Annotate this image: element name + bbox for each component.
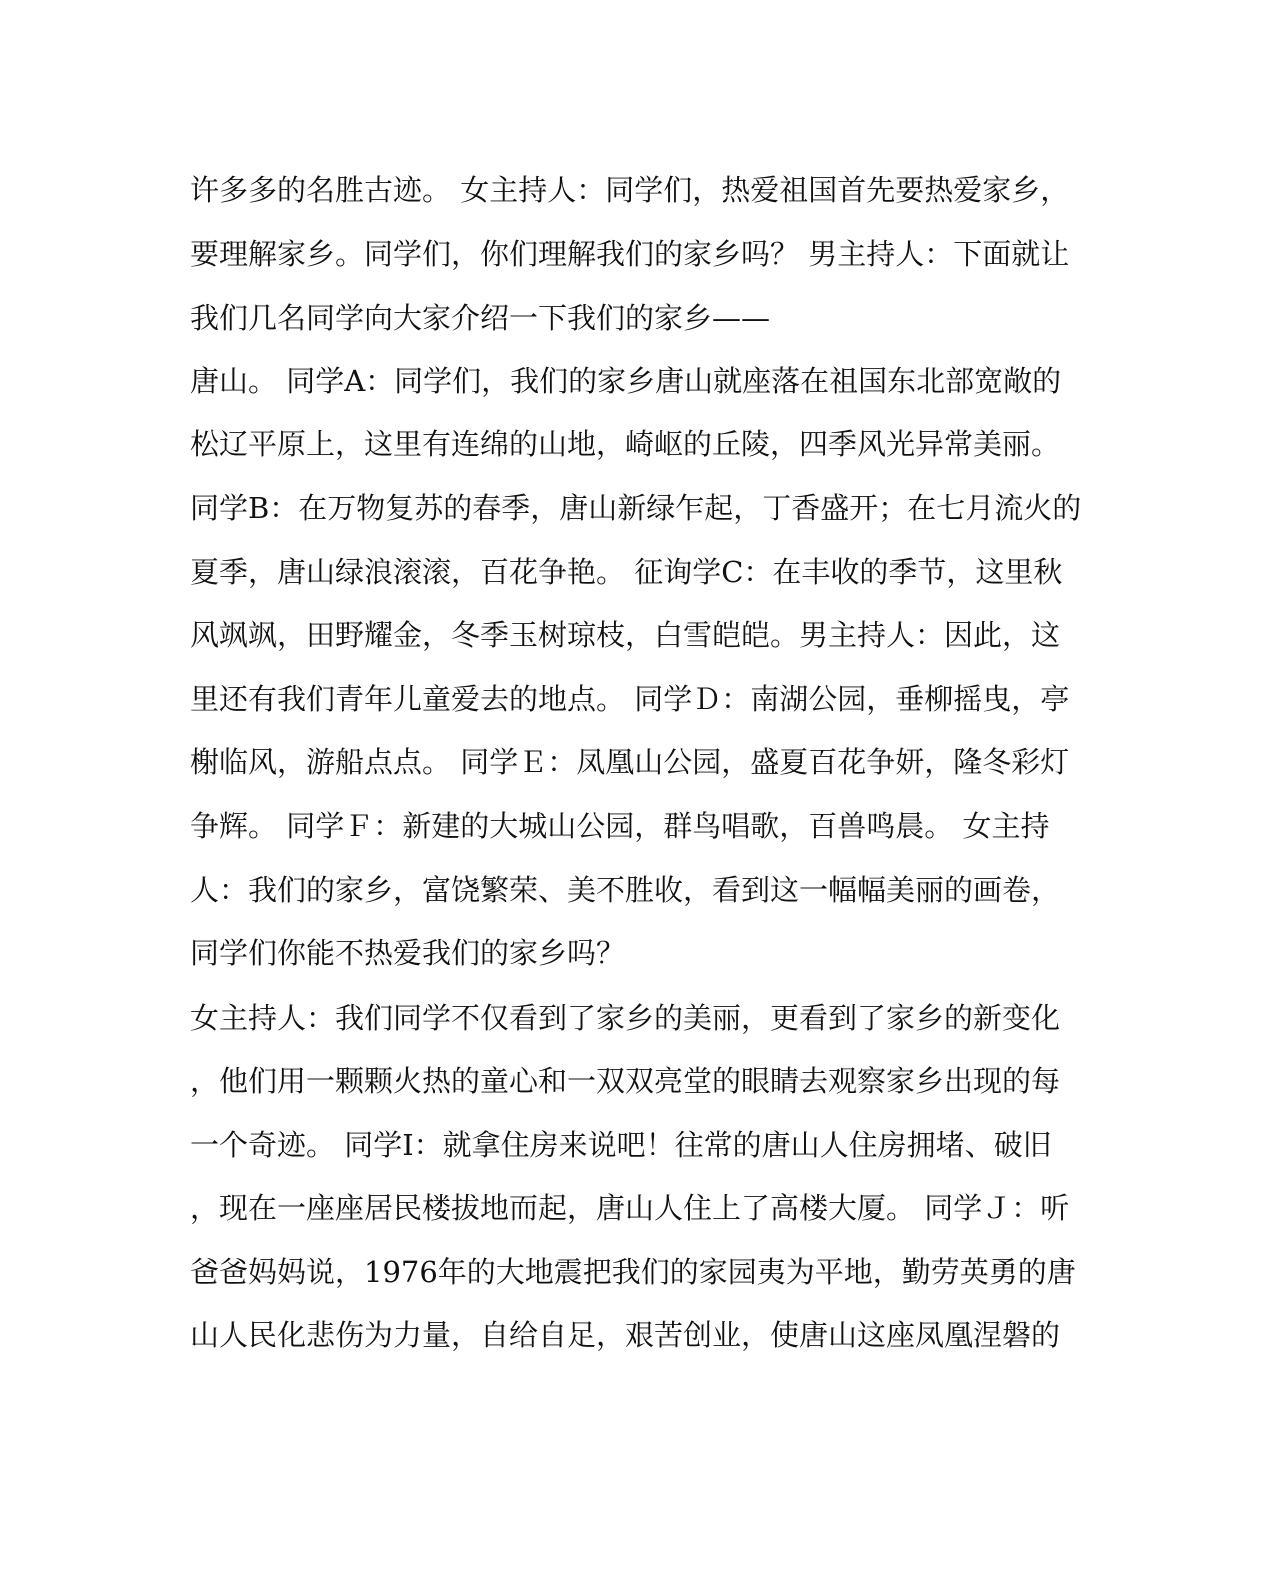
text-line: 榭临风，游船点点。 同学Ｅ：凤凰山公园，盛夏百花争妍，隆冬彩灯 [190, 745, 1070, 779]
text-line: 山人民化悲伤为力量，自给自足，艰苦创业，使唐山这座凤凰涅磐的 [190, 1318, 1061, 1352]
text-line: 争辉。 同学Ｆ：新建的大城山公园，群鸟唱歌，百兽鸣晨。 女主持 [190, 809, 1050, 843]
text-line: ，他们用一颗颗火热的童心和一双双亮堂的眼睛去观察家乡出现的每 [190, 1064, 1061, 1098]
text-line: 同学们你能不热爱我们的家乡吗？ [190, 936, 626, 970]
text-line: 一个奇迹。 同学I：就拿住房来说吧！往常的唐山人住房拥堵、破旧 [190, 1128, 1052, 1162]
text-line: 同学B：在万物复苏的春季，唐山新绿乍起，丁香盛开；在七月流火的 [190, 491, 1082, 525]
text-line: 唐山。 同学A：同学们，我们的家乡唐山就座落在祖国东北部宽敞的 [190, 364, 1062, 398]
text-line: 许多多的名胜古迹。 女主持人：同学们，热爱祖国首先要热爱家乡， [190, 173, 1070, 207]
text-line: 松辽平原上，这里有连绵的山地，崎岖的丘陵，四季风光异常美丽。 [190, 427, 1061, 461]
text-line: 夏季，唐山绿浪滚滚，百花争艳。 征询学C：在丰收的季节，这里秋 [190, 555, 1063, 589]
text-line: 要理解家乡。同学们，你们理解我们的家乡吗？ 男主持人：下面就让 [190, 237, 1070, 271]
text-line: 女主持人：我们同学不仅看到了家乡的美丽，更看到了家乡的新变化 [190, 1001, 1061, 1035]
text-line: 里还有我们青年儿童爱去的地点。 同学Ｄ：南湖公园，垂柳摇曳，亭 [190, 682, 1070, 716]
text-line: ，现在一座座居民楼拔地而起，唐山人住上了高楼大厦。 同学Ｊ：听 [190, 1191, 1070, 1225]
text-line: 我们几名同学向大家介绍一下我们的家乡—— [190, 301, 771, 335]
text-line: 人：我们的家乡，富饶繁荣、美不胜收，看到这一幅幅美丽的画卷， [190, 873, 1061, 907]
text-line: 爸爸妈妈说，1976年的大地震把我们的家园夷为平地，勤劳英勇的唐 [190, 1255, 1076, 1289]
text-line: 风飒飒，田野耀金，冬季玉树琼枝，白雪皑皑。男主持人：因此，这 [190, 618, 1061, 652]
